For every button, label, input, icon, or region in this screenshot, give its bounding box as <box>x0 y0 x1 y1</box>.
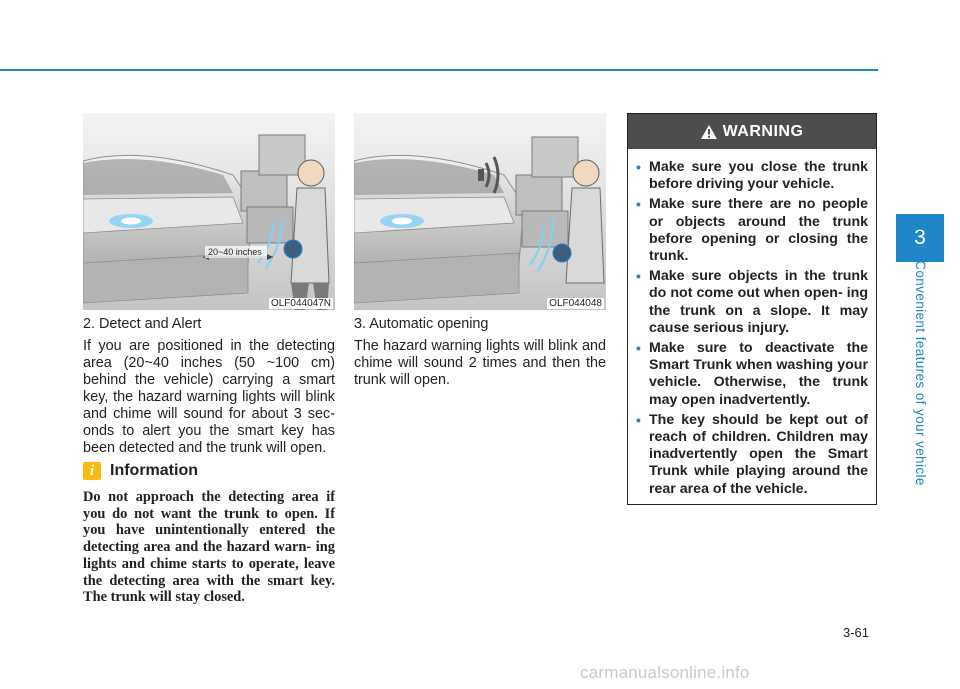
middle-column <box>354 316 606 389</box>
chapter-title: Convenient features of your vehicle <box>913 260 928 486</box>
chapter-tab[interactable]: 3 <box>896 214 944 262</box>
bullet-icon: • <box>636 340 641 357</box>
distance-label: 20~40 inches <box>208 247 262 257</box>
header-rule <box>0 69 878 71</box>
warning-list <box>628 149 876 498</box>
step-heading: 3. Automatic opening <box>354 316 489 332</box>
warning-box <box>627 113 877 505</box>
detect-paragraph: If you are positioned in the detecting area (20~40 inches (50 ~100 cm) behind the vehicle) carrying a smart key, the hazard warning lights will blink and chime will sound for about 3 sec- onds to alert you the smart key has been detected and the trunk will open. <box>83 338 335 456</box>
bullet-icon: • <box>636 159 641 175</box>
information-heading <box>83 462 198 480</box>
bullet-icon: • <box>636 411 641 428</box>
warning-triangle-icon <box>701 125 717 139</box>
watermark: carmanualsonline.info <box>580 663 750 682</box>
opening-paragraph: The hazard warning lights will blink and chime will sound 2 times and then the trunk will open. <box>354 338 606 388</box>
bullet-icon: • <box>636 196 641 213</box>
warning-item: • Make sure you close the trunk before driving your vehicle. <box>636 159 868 193</box>
warning-item: • Make sure there are no people or objects around the trunk before opening or closing the trunk. <box>636 196 868 265</box>
warning-header <box>628 114 876 149</box>
warning-item: • Make sure objects in the trunk do not come out when open- ing the trunk on a slope. It may cause serious injury. <box>636 268 868 336</box>
step-heading: 2. Detect and Alert <box>83 316 202 332</box>
figure-code: OLF044047N <box>270 298 331 309</box>
warning-title: WARNING <box>722 122 804 140</box>
bullet-icon: • <box>636 268 641 285</box>
page-number: 3-61 <box>843 625 870 640</box>
warning-item: • The key should be kept out of reach of children. Children may inadvertently open the Smart Trunk while playing around the rear area of the vehicle. <box>636 411 868 497</box>
warning-item: • Make sure to deactivate the Smart Trunk when washing your vehicle. Otherwise, the trunk may open inadvertently. <box>636 340 868 408</box>
figure-code: OLF044048 <box>549 298 602 309</box>
illustration-detect-and-alert <box>83 113 335 310</box>
information-title: Information <box>110 462 198 479</box>
info-icon: i <box>83 462 101 480</box>
illustration-automatic-opening <box>354 113 606 310</box>
information-body: Do not approach the detecting area if you do not want the trunk to open. If you have unintentionally entered the detecting area and the hazard warn- ing lights and chime starts to operate, leave the detecting area with the smart key. The trunk will stay closed. <box>83 489 335 606</box>
left-column <box>83 316 335 457</box>
